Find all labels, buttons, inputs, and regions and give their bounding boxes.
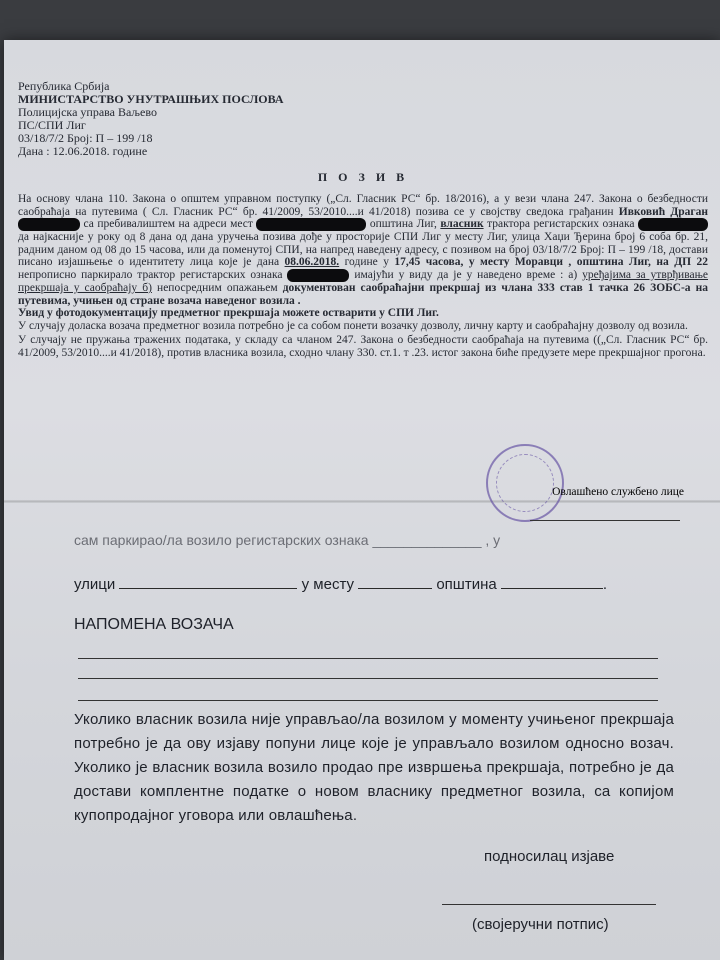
cut-off-line: сам паркирао/ла возило регистарских ознака ______________ , у: [74, 532, 501, 548]
text-segment: трактора регистарских ознака: [487, 218, 635, 231]
offense-date: 08.06.2018.: [284, 256, 340, 269]
submitter-signature-line[interactable]: [442, 904, 656, 905]
address-line: [74, 574, 674, 593]
admin-line: Полицијска управа Ваљево: [18, 105, 157, 119]
official-stamp: [486, 444, 564, 522]
offense-statement: документован саобраћајни прекршај из члана 333 став 1 тачка 26 ЗОБС-а на путевима, учињен од стране возача наведеног возила .: [18, 281, 709, 307]
text-segment: непрописно паркирало трактор регистарских ознака: [18, 269, 283, 282]
driver-note-heading: НАПОМЕНА ВОЗАЧА: [74, 616, 234, 633]
line-end: .: [602, 576, 608, 593]
owner-label: власник: [440, 218, 484, 231]
owner-instructions: Уколико власник возила није управљао/ла возилом у моменту учињеног прекршаја потребно је да ову изјаву попуни лице које је управљало возилом односно возач. Уколико је власник возила возило продао пре извршења прекршаја, потребно је да достави комплентне податке о новом власнику предметног возила, са копијом купопродајног уговора или овлашћења.: [74, 711, 674, 824]
offense-time-place: 17,45 часова, у месту Моравци , општина Лиг, на ДП 22: [394, 256, 709, 269]
text-segment: да најкасније у року од 8 дана од дана уручења позива дође у просторије СПИ Лиг у месту Лиг, улица Хаџи Ђерина број 6 соба бр. 21, радним даном од 08 до 15 часова, или да поменутој СПИ, на напред наведену адресу, с позивом на број 03/18/7/2 Број: П – 199 /18, достави писано изјашњење о идентитету лица које је дана: [18, 231, 708, 269]
municipality-label: општина: [436, 576, 497, 593]
note-line[interactable]: [78, 700, 658, 701]
text-segment: На основу члана 110. Закона о општем управном поступку („Сл. Гласник РС“ бр. 18/2016), а у вези члана 247. Закона о безбедности саобраћаја на путевима ( Сл. Гласник РС“ бр. 41/2009, 53/2010....и 41/2018) позива се у својству сведока грађанин: [18, 193, 708, 218]
penalty-paragraph: У случају не пружања тражених података, у складу са чланом 247. Закона о безбедности саобраћаја на путевима ((„Сл. Гласник РС“ бр. 41/2009, 53/2010....и 41/2018), против власника возила, сходно члану 330. ст.1. т .23. истог закона биће предузете мере прекршајног прогона.: [18, 334, 708, 359]
text-segment: непосредним опажањем: [157, 281, 278, 294]
document-title: П О З И В: [317, 170, 409, 184]
handwritten-signature-hint: (својеручни потпис): [472, 916, 609, 933]
official-signature-line: [530, 520, 680, 521]
text-segment: општина Лиг,: [369, 218, 437, 231]
text-segment: имајући у виду да је у наведено време : а): [354, 269, 578, 282]
text-segment: са пребивалиштем на адреси мест: [83, 218, 253, 231]
station-line: ПС/СПИ Лиг: [18, 118, 86, 132]
submitter-label: подносилац изјаве: [484, 848, 615, 865]
redaction-bar: [287, 269, 349, 282]
redaction-bar: [256, 218, 366, 231]
citizen-name: Ивковић Драган: [618, 205, 708, 218]
letterhead: [18, 80, 708, 158]
main-paragraph: [18, 193, 708, 307]
official-signature-label: Овлашћено службено лице: [552, 486, 684, 498]
place-label: у месту: [301, 576, 354, 593]
note-line[interactable]: [78, 658, 658, 659]
redaction-bar: [18, 218, 80, 231]
municipality-field[interactable]: [501, 574, 603, 589]
ministry-line: МИНИСТАРСТВО УНУТРАШЊИХ ПОСЛОВА: [18, 92, 284, 106]
street-label: улици: [74, 576, 116, 593]
driver-arrival-paragraph: У случају доласка возача предметног возила потребно је са собом понети возачку дозволу, личну карту и саобраћајну дозволу од возила.: [18, 319, 688, 332]
text-segment: уређајима за утврђивање прекршаја у саобраћају б): [18, 269, 709, 294]
summons-section: [18, 80, 708, 360]
republic-line: Република Србија: [18, 79, 110, 93]
issue-date: Дана : 12.06.2018. године: [18, 144, 148, 158]
street-field[interactable]: [119, 574, 297, 589]
redaction-bar: [638, 218, 708, 231]
place-field[interactable]: [358, 574, 432, 589]
summons-body: [18, 193, 708, 360]
note-line[interactable]: [78, 678, 658, 679]
photo-insight-line: Увид у фотодокументацију предметног прекршаја можете остварити у СПИ Лиг.: [18, 307, 439, 320]
case-number: 03/18/7/2 Број: П – 199 /18: [18, 131, 153, 145]
text-segment: године у: [344, 256, 389, 269]
document-paper: [4, 40, 720, 960]
